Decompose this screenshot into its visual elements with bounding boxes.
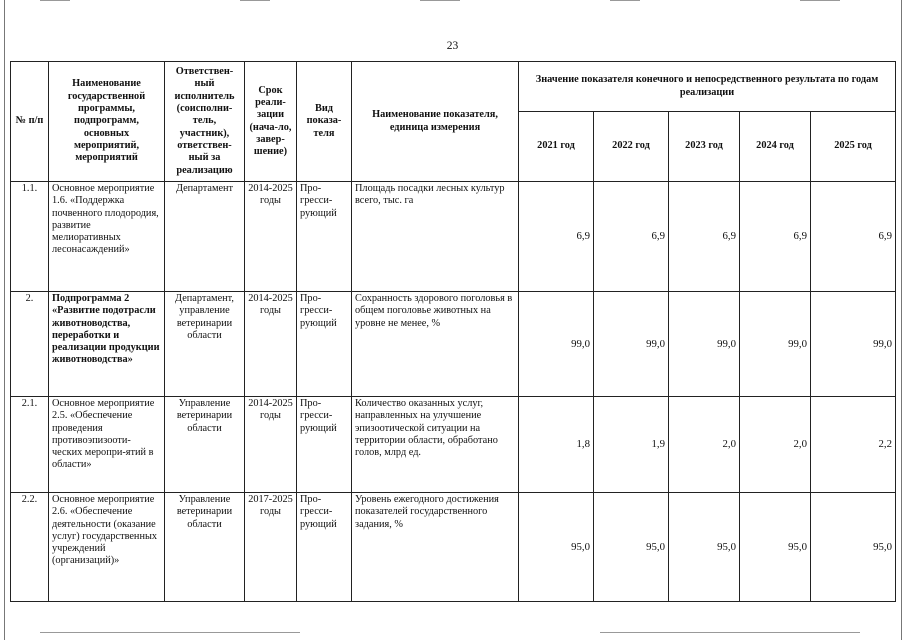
row-program: Основное мероприятие 2.6. «Обеспечение деятельности (оказание услуг) государственных учреждений (организаций)»	[49, 493, 165, 602]
row-value: 99,0	[669, 292, 740, 397]
row-term: 2017-2025 годы	[245, 493, 297, 602]
row-responsible: Департамент	[165, 182, 245, 292]
header-year: 2021 год	[519, 112, 594, 182]
row-type: Про-гресси-рующий	[297, 493, 352, 602]
row-indicator: Уровень ежегодного достижения показателей государственного задания, %	[352, 493, 519, 602]
row-value: 95,0	[519, 493, 594, 602]
row-value: 2,2	[811, 397, 896, 493]
header-year: 2025 год	[811, 112, 896, 182]
header-num: № п/п	[11, 62, 49, 182]
header-term: Срок реали-зации (нача-ло, завер-шение)	[245, 62, 297, 182]
header-year: 2022 год	[594, 112, 669, 182]
scan-edge-mark	[40, 632, 300, 633]
row-value: 99,0	[594, 292, 669, 397]
header-year: 2024 год	[740, 112, 811, 182]
row-value: 2,0	[740, 397, 811, 493]
header-type: Вид показа-теля	[297, 62, 352, 182]
row-indicator: Сохранность здорового поголовья в общем поголовье животных на уровне не менее, %	[352, 292, 519, 397]
scan-edge-mark	[800, 0, 840, 1]
row-num: 2.	[11, 292, 49, 397]
scan-edge-mark	[610, 0, 640, 1]
row-indicator: Количество оказанных услуг, направленных на улучшение эпизоотической ситуации на территории области, обработано голов, млрд ед.	[352, 397, 519, 493]
row-value: 6,9	[740, 182, 811, 292]
row-type: Про-гресси-рующий	[297, 182, 352, 292]
row-value: 6,9	[519, 182, 594, 292]
table-row	[11, 182, 896, 292]
row-value: 99,0	[811, 292, 896, 397]
row-value: 95,0	[811, 493, 896, 602]
row-type: Про-гресси-рующий	[297, 292, 352, 397]
scan-edge-mark	[240, 0, 270, 1]
row-value: 95,0	[740, 493, 811, 602]
row-value: 1,8	[519, 397, 594, 493]
row-program: Основное мероприятие 2.5. «Обеспечение проведения противоэпизооти-ческих меропри-ятий в области»	[49, 397, 165, 493]
header-program: Наименование государственной программы, подпрограмм, основных мероприятий, мероприятий	[49, 62, 165, 182]
row-indicator: Площадь посадки лесных культур всего, тыс. га	[352, 182, 519, 292]
header-responsible: Ответствен-ный исполнитель (соисполни-тель, участник), ответствен-ный за реализацию	[165, 62, 245, 182]
row-program: Подпрограмма 2 «Развитие подотрасли животноводства, переработки и реализации продукции животноводства»	[49, 292, 165, 397]
indicator-table	[10, 61, 896, 602]
row-term: 2014-2025 годы	[245, 292, 297, 397]
row-responsible: Департамент, управление ветеринарии области	[165, 292, 245, 397]
scan-edge-mark	[420, 0, 460, 1]
row-value: 6,9	[811, 182, 896, 292]
scan-edge-mark	[40, 0, 70, 1]
row-term: 2014-2025 годы	[245, 182, 297, 292]
row-value: 99,0	[519, 292, 594, 397]
row-type: Про-гресси-рующий	[297, 397, 352, 493]
row-value: 6,9	[594, 182, 669, 292]
row-program: Основное мероприятие 1.6. «Поддержка почвенного плодородия, развитие мелиоративных лесонасаждений»	[49, 182, 165, 292]
row-value: 1,9	[594, 397, 669, 493]
row-term: 2014-2025 годы	[245, 397, 297, 493]
row-value: 6,9	[669, 182, 740, 292]
row-value: 99,0	[740, 292, 811, 397]
page-number: 23	[446, 40, 459, 52]
row-num: 2.2.	[11, 493, 49, 602]
row-responsible: Управление ветеринарии области	[165, 493, 245, 602]
header-values-group: Значение показателя конечного и непосредственного результата по годам реализации	[519, 62, 896, 112]
row-responsible: Управление ветеринарии области	[165, 397, 245, 493]
table-row	[11, 292, 896, 397]
scan-edge-mark	[600, 632, 860, 633]
row-value: 95,0	[594, 493, 669, 602]
header-indicator: Наименование показателя, единица измерения	[352, 62, 519, 182]
row-value: 2,0	[669, 397, 740, 493]
row-num: 2.1.	[11, 397, 49, 493]
row-value: 95,0	[669, 493, 740, 602]
table-row	[11, 493, 896, 602]
row-num: 1.1.	[11, 182, 49, 292]
header-year: 2023 год	[669, 112, 740, 182]
table-row	[11, 397, 896, 493]
